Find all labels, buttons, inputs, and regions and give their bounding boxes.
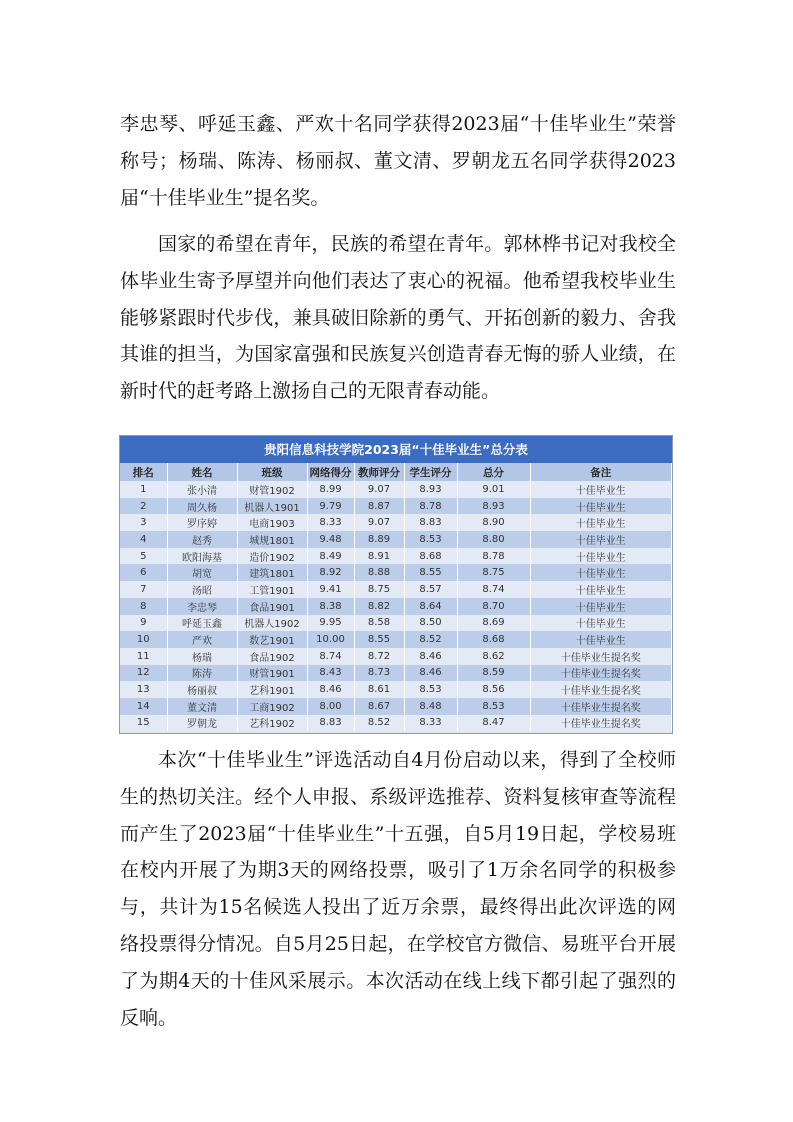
table-cell: 8.49 <box>307 548 354 565</box>
table-cell: 9 <box>120 615 167 632</box>
table-cell: 严欢 <box>167 631 237 648</box>
table-cell: 8.70 <box>457 598 530 615</box>
table-cell: 8.75 <box>457 564 530 581</box>
table-cell: 董文清 <box>167 698 237 715</box>
table-cell: 赵秀 <box>167 531 237 548</box>
table-cell: 造价1902 <box>237 548 307 565</box>
table-cell: 十佳毕业生 <box>530 548 672 565</box>
paragraph-awardees <box>120 106 676 216</box>
table-cell: 8.33 <box>307 514 354 531</box>
table-cell: 8.52 <box>404 631 457 648</box>
table-cell: 十佳毕业生 <box>530 531 672 548</box>
table-row <box>120 581 672 598</box>
table-cell: 8.55 <box>354 631 404 648</box>
table-cell: 8.82 <box>354 598 404 615</box>
table-cell: 10 <box>120 631 167 648</box>
table-cell: 财管1902 <box>237 481 307 498</box>
table-cell: 胡宽 <box>167 564 237 581</box>
table-cell: 8.38 <box>307 598 354 615</box>
table-row <box>120 681 672 698</box>
table-cell: 机器人1902 <box>237 615 307 632</box>
table-cell: 7 <box>120 581 167 598</box>
column-header: 总分 <box>457 463 530 481</box>
table-row <box>120 615 672 632</box>
paragraph-text: 本次“十佳毕业生”评选活动自4月份启动以来，得到了全校师生的热切关注。经个人申报、系级评选推荐、资料复核审查等流程而产生了2023届“十佳毕业生”十五强，自5月19日起，学校易班在校内开展了为期3天的网络投票，吸引了1万余名同学的积极参与，共计为15名候选人投出了近万余票，最终得出此次评选的网络投票得分情况。自5月25日起，在学校官方微信、易班平台开展了为期4天的十佳风采展示。本次活动在线上线下都引起了强烈的反响。 <box>120 749 676 1029</box>
table-cell: 8.67 <box>354 698 404 715</box>
column-header: 教师评分 <box>354 463 404 481</box>
table-cell: 8.48 <box>404 698 457 715</box>
table-cell: 8.90 <box>457 514 530 531</box>
table-cell: 8.62 <box>457 648 530 665</box>
paragraph-activity <box>120 742 676 1036</box>
table-cell: 4 <box>120 531 167 548</box>
table-cell: 8.53 <box>404 681 457 698</box>
table-cell: 5 <box>120 548 167 565</box>
table-cell: 8.69 <box>457 615 530 632</box>
table-cell: 8.46 <box>404 665 457 682</box>
paragraph-hopes <box>120 226 676 410</box>
table-cell: 15 <box>120 715 167 732</box>
table-cell: 十佳毕业生 <box>530 514 672 531</box>
table-cell: 财管1901 <box>237 665 307 682</box>
table-cell: 8.92 <box>307 564 354 581</box>
table-cell: 9.95 <box>307 615 354 632</box>
column-header: 学生评分 <box>404 463 457 481</box>
table-cell: 8.47 <box>457 715 530 732</box>
table-cell: 8.78 <box>404 498 457 515</box>
table-cell: 十佳毕业生提名奖 <box>530 715 672 732</box>
table-cell: 电商1903 <box>237 514 307 531</box>
score-table <box>120 463 672 731</box>
table-cell: 8.80 <box>457 531 530 548</box>
table-cell: 6 <box>120 564 167 581</box>
table-row <box>120 548 672 565</box>
table-cell: 12 <box>120 665 167 682</box>
table-cell: 城规1801 <box>237 531 307 548</box>
paragraph-text: 李忠琴、呼延玉鑫、严欢十名同学获得2023届“十佳毕业生”荣誉称号；杨瑞、陈涛、杨丽叔、董文清、罗朝龙五名同学获得2023届“十佳毕业生”提名奖。 <box>120 113 676 209</box>
table-cell: 9.07 <box>354 481 404 498</box>
paragraph-text: 国家的希望在青年，民族的希望在青年。郭林桦书记对我校全体毕业生寄予厚望并向他们表达了衷心的祝福。他希望我校毕业生能够紧跟时代步伐，兼具破旧除新的勇气、开拓创新的毅力、舍我其谁的担当，为国家富强和民族复兴创造青春无悔的骄人业绩，在新时代的赶考路上激扬自己的无限青春动能。 <box>120 233 676 403</box>
table-cell: 杨瑞 <box>167 648 237 665</box>
table-cell: 罗序婷 <box>167 514 237 531</box>
column-header: 网络得分 <box>307 463 354 481</box>
table-cell: 13 <box>120 681 167 698</box>
table-cell: 十佳毕业生提名奖 <box>530 698 672 715</box>
score-table-image <box>119 435 673 734</box>
table-cell: 8.87 <box>354 498 404 515</box>
table-cell: 李忠琴 <box>167 598 237 615</box>
table-cell: 工管1901 <box>237 581 307 598</box>
table-cell: 8.89 <box>354 531 404 548</box>
table-cell: 罗朝龙 <box>167 715 237 732</box>
table-cell: 十佳毕业生 <box>530 631 672 648</box>
table-cell: 工商1902 <box>237 698 307 715</box>
table-cell: 十佳毕业生 <box>530 498 672 515</box>
table-cell: 9.41 <box>307 581 354 598</box>
table-cell: 8.59 <box>457 665 530 682</box>
table-cell: 10.00 <box>307 631 354 648</box>
table-cell: 8.33 <box>404 715 457 732</box>
table-row <box>120 698 672 715</box>
table-cell: 呼延玉鑫 <box>167 615 237 632</box>
table-cell: 8.61 <box>354 681 404 698</box>
table-cell: 十佳毕业生 <box>530 615 672 632</box>
column-header: 姓名 <box>167 463 237 481</box>
table-cell: 2 <box>120 498 167 515</box>
table-row <box>120 531 672 548</box>
table-cell: 数艺1901 <box>237 631 307 648</box>
table-cell: 陈涛 <box>167 665 237 682</box>
table-cell: 食品1902 <box>237 648 307 665</box>
table-cell: 3 <box>120 514 167 531</box>
table-cell: 8.88 <box>354 564 404 581</box>
table-cell: 8.78 <box>457 548 530 565</box>
table-row <box>120 481 672 498</box>
table-cell: 8.83 <box>404 514 457 531</box>
table-cell: 8.99 <box>307 481 354 498</box>
table-row <box>120 665 672 682</box>
table-cell: 9.79 <box>307 498 354 515</box>
table-cell: 8.50 <box>404 615 457 632</box>
table-cell: 8.68 <box>404 548 457 565</box>
table-cell: 1 <box>120 481 167 498</box>
table-cell: 十佳毕业生提名奖 <box>530 681 672 698</box>
table-cell: 机器人1901 <box>237 498 307 515</box>
table-row <box>120 631 672 648</box>
table-cell: 8.64 <box>404 598 457 615</box>
table-cell: 8.43 <box>307 665 354 682</box>
table-cell: 8.93 <box>457 498 530 515</box>
table-row <box>120 648 672 665</box>
table-cell: 建筑1801 <box>237 564 307 581</box>
table-cell: 9.01 <box>457 481 530 498</box>
table-cell: 8.91 <box>354 548 404 565</box>
table-cell: 8.93 <box>404 481 457 498</box>
table-cell: 十佳毕业生 <box>530 481 672 498</box>
table-cell: 艺科1901 <box>237 681 307 698</box>
table-cell: 8.74 <box>457 581 530 598</box>
table-cell: 十佳毕业生 <box>530 581 672 598</box>
table-cell: 杨丽叔 <box>167 681 237 698</box>
table-cell: 8.56 <box>457 681 530 698</box>
table-cell: 8.68 <box>457 631 530 648</box>
table-cell: 8.00 <box>307 698 354 715</box>
table-cell: 8.83 <box>307 715 354 732</box>
table-cell: 十佳毕业生 <box>530 598 672 615</box>
table-cell: 9.07 <box>354 514 404 531</box>
table-cell: 9.48 <box>307 531 354 548</box>
column-header: 排名 <box>120 463 167 481</box>
table-cell: 周久杨 <box>167 498 237 515</box>
table-cell: 十佳毕业生 <box>530 564 672 581</box>
table-cell: 张小清 <box>167 481 237 498</box>
table-cell: 8.55 <box>404 564 457 581</box>
table-cell: 十佳毕业生提名奖 <box>530 648 672 665</box>
table-cell: 十佳毕业生提名奖 <box>530 665 672 682</box>
table-cell: 11 <box>120 648 167 665</box>
table-row <box>120 564 672 581</box>
table-cell: 8.57 <box>404 581 457 598</box>
table-cell: 欧阳海基 <box>167 548 237 565</box>
table-title: 贵阳信息科技学院2023届“十佳毕业生”总分表 <box>120 436 672 463</box>
table-row <box>120 498 672 515</box>
table-cell: 汤昭 <box>167 581 237 598</box>
table-cell: 8.72 <box>354 648 404 665</box>
table-cell: 食品1901 <box>237 598 307 615</box>
table-cell: 8.53 <box>404 531 457 548</box>
table-cell: 8.46 <box>404 648 457 665</box>
column-header: 备注 <box>530 463 672 481</box>
table-row <box>120 514 672 531</box>
table-header-row <box>120 463 672 481</box>
table-row <box>120 715 672 732</box>
table-cell: 8.53 <box>457 698 530 715</box>
table-cell: 8.46 <box>307 681 354 698</box>
table-row <box>120 598 672 615</box>
table-cell: 8.73 <box>354 665 404 682</box>
table-cell: 14 <box>120 698 167 715</box>
table-cell: 8.75 <box>354 581 404 598</box>
table-cell: 8 <box>120 598 167 615</box>
table-cell: 艺科1902 <box>237 715 307 732</box>
column-header: 班级 <box>237 463 307 481</box>
table-cell: 8.52 <box>354 715 404 732</box>
table-cell: 8.74 <box>307 648 354 665</box>
table-cell: 8.58 <box>354 615 404 632</box>
